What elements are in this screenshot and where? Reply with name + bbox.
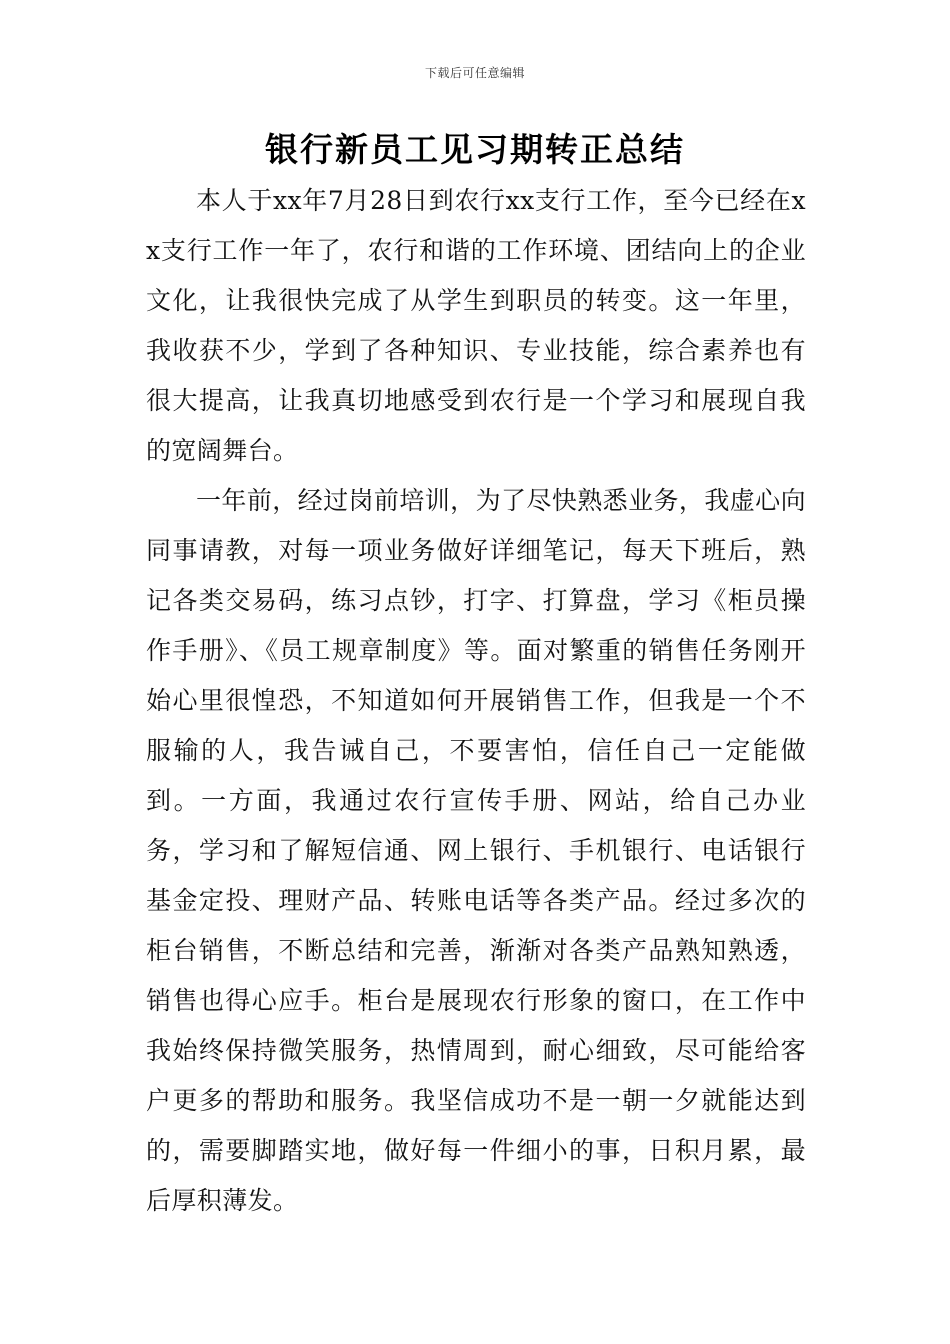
document-body [146,176,806,1226]
header-note: 下载后可任意编辑 [424,66,525,80]
paragraph-2: 一年前，经过岗前培训，为了尽快熟悉业务，我虚心向同事请教，对每一项业务做好详细笔记，每天下班后，熟记各类交易码，练习点钞，打字、打算盘，学习《柜员操作手册》、《员工规章制度》等。面对繁重的销售任务刚开始心里很惶恐，不知道如何开展销售工作，但我是一个不服输的人，我告诫自己，不要害怕，信任自己一定能做到。一方面，我通过农行宣传手册、网站，给自己办业务，学习和了解短信通、网上银行、手机银行、电话银行基金定投、理财产品、转账电话等各类产品。经过多次的柜台销售，不断总结和完善，渐渐对各类产品熟知熟透，销售也得心应手。柜台是展现农行形象的窗口，在工作中我始终保持微笑服务，热情周到，耐心细致，尽可能给客户更多的帮助和服务。我坚信成功不是一朝一夕就能达到的，需要脚踏实地，做好每一件细小的事，日积月累，最后厚积薄发。 [146,486,806,1215]
paragraph-1: 本人于xx年7月28日到农行xx支行工作，至今已经在xx支行工作一年了，农行和谐的工作环境、团结向上的企业文化，让我很快完成了从学生到职员的转变。这一年里，我收获不少，学到了各种知识、专业技能，综合素养也有很大提高，让我真切地感受到农行是一个学习和展现自我的宽阔舞台。 [146,186,806,465]
document-title: 银行新员工见习期转正总结 [265,130,685,169]
